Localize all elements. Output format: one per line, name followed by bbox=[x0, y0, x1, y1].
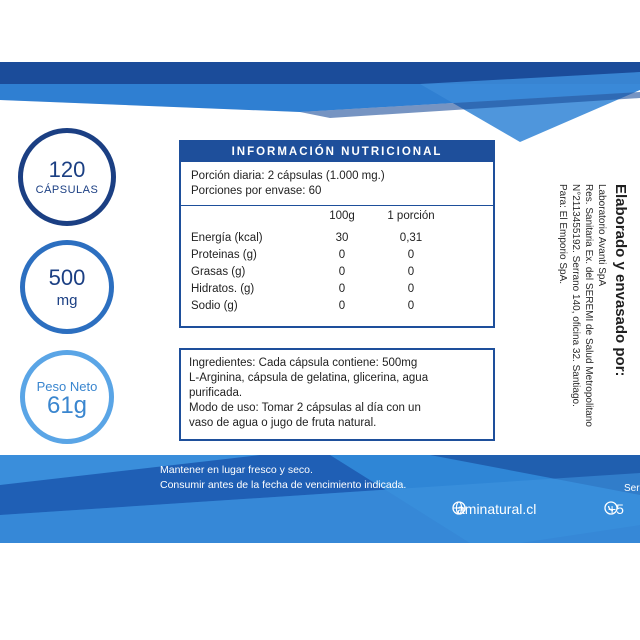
value-serving: 0,31 bbox=[399, 232, 423, 244]
table-row bbox=[181, 300, 493, 317]
nutrition-title: INFORMACIÓN NUTRICIONAL bbox=[181, 142, 493, 162]
table-row bbox=[181, 283, 493, 300]
ingredients-line: Ingredientes: Cada cápsula contiene: 500mg bbox=[189, 357, 418, 369]
nutrition-facts-table bbox=[179, 140, 495, 328]
manufacturer-info bbox=[556, 184, 630, 484]
manufacturer-line: Res. Sanitaria Ex. del SEREMI de Salud Metropolitano bbox=[583, 184, 594, 427]
servings-per-container: Porciones por envase: 60 bbox=[191, 185, 322, 197]
phone-contact[interactable] bbox=[604, 501, 624, 517]
nutrient-name: Hidratos. (g) bbox=[191, 283, 255, 295]
table-row bbox=[181, 232, 493, 249]
phone-text: +5 bbox=[608, 501, 624, 517]
capsules-count: 120 bbox=[48, 157, 86, 182]
product-label bbox=[0, 62, 640, 543]
ingredients-line: purificada. bbox=[189, 387, 243, 399]
ingredients-box bbox=[179, 348, 495, 441]
table-row bbox=[181, 249, 493, 266]
nutrient-name: Grasas (g) bbox=[191, 266, 246, 278]
nutrient-name: Energía (kcal) bbox=[191, 232, 263, 244]
storage-line: Mantener en lugar fresco y seco. bbox=[160, 464, 313, 476]
net-weight-value: 61g bbox=[46, 391, 88, 419]
serving-size: Porción diaria: 2 cápsulas (1.000 mg.) bbox=[191, 170, 385, 182]
table-row bbox=[181, 266, 493, 283]
net-weight-label: Peso Neto bbox=[36, 378, 98, 394]
usage-line: vaso de agua o jugo de fruta natural. bbox=[189, 417, 377, 429]
nutrient-name: Sodio (g) bbox=[191, 300, 238, 312]
manufacturer-line: Para: El Emporio SpA. bbox=[557, 184, 568, 285]
nutrient-name: Proteinas (g) bbox=[191, 249, 257, 261]
manufacturer-line: N°2113455192. Serrano 140, oficina 32. Santiago. bbox=[570, 184, 581, 407]
bottom-blue-band bbox=[0, 455, 640, 543]
column-header-100g: 100g bbox=[329, 210, 355, 222]
value-serving: 0 bbox=[407, 249, 415, 261]
value-serving: 0 bbox=[407, 300, 415, 312]
dose-badge bbox=[20, 240, 114, 334]
usage-line: Modo de uso: Tomar 2 cápsulas al día con un bbox=[189, 402, 421, 414]
website-text: aminatural.cl bbox=[457, 501, 537, 517]
manufacturer-title: Elaborado y envasado por: bbox=[612, 184, 629, 377]
dose-unit: mg bbox=[56, 291, 78, 309]
storage-instructions bbox=[160, 463, 406, 493]
ingredients-line: L-Arginina, cápsula de gelatina, glicerina, agua bbox=[189, 372, 429, 384]
value-serving: 0 bbox=[407, 266, 415, 278]
column-header-serving: 1 porción bbox=[387, 210, 435, 222]
nutrition-divider bbox=[181, 205, 493, 206]
net-weight-badge bbox=[20, 350, 114, 444]
top-blue-band bbox=[0, 62, 640, 142]
footer-right-text: Ser bbox=[624, 483, 640, 494]
value-100g: 0 bbox=[338, 283, 346, 295]
nutrition-column-headers bbox=[181, 210, 493, 226]
value-100g: 0 bbox=[338, 300, 346, 312]
nutrition-rows bbox=[181, 232, 493, 317]
value-100g: 30 bbox=[335, 232, 349, 244]
manufacturer-line: Laboratorio Avanti SpA bbox=[596, 184, 607, 287]
capsules-unit: CÁPSULAS bbox=[35, 184, 99, 196]
dose-value: 500 bbox=[48, 264, 86, 290]
value-100g: 0 bbox=[338, 249, 346, 261]
expiry-line: Consumir antes de la fecha de vencimiento indicada. bbox=[160, 479, 407, 491]
value-serving: 0 bbox=[407, 283, 415, 295]
capsules-badge bbox=[18, 128, 116, 226]
value-100g: 0 bbox=[338, 266, 346, 278]
website-link[interactable] bbox=[452, 501, 536, 517]
